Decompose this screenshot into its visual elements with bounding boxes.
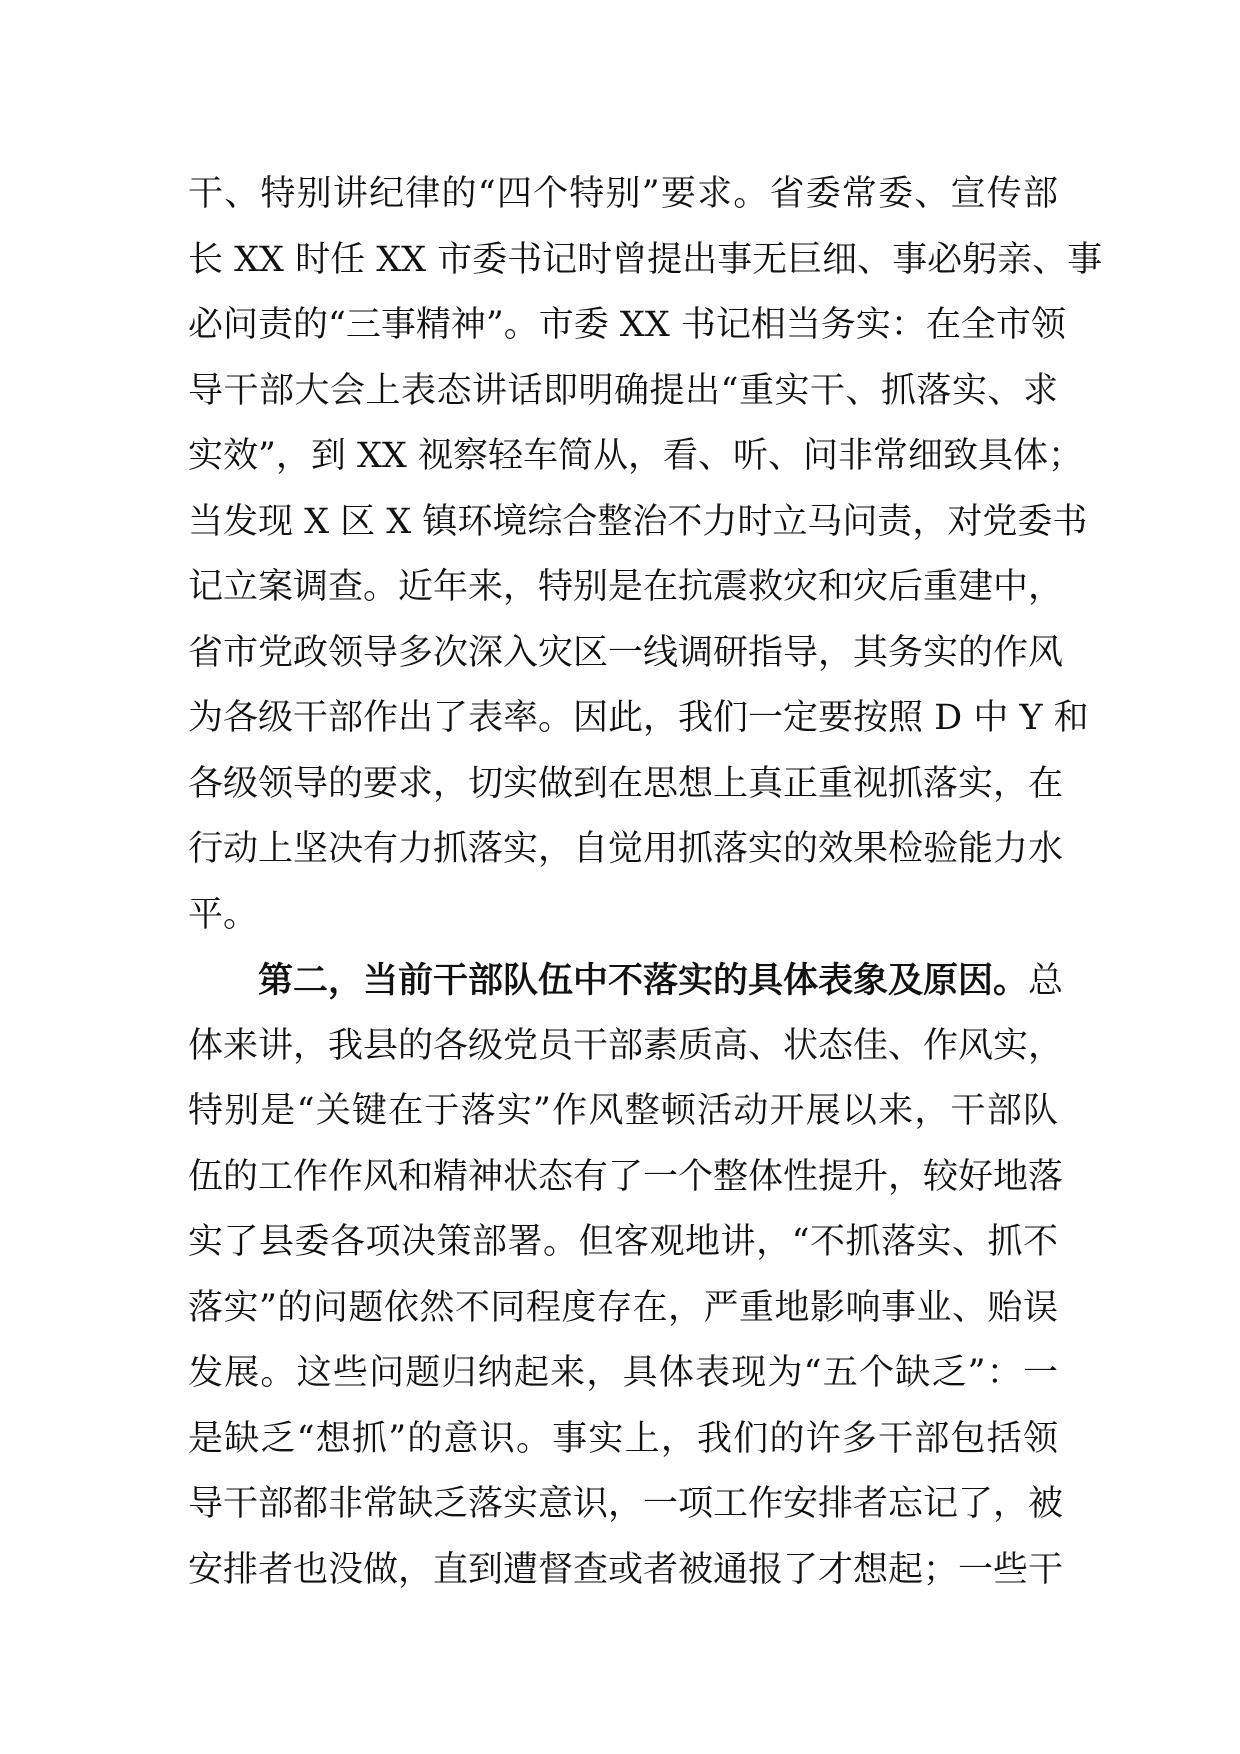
section-heading-line [188, 948, 1064, 1014]
text-line: 行动上坚决有力抓落实，自觉用抓落实的效果检验能力水 [188, 829, 1064, 869]
text-line: 安排者也没做，直到遭督查或者被通报了才想起；一些干 [188, 1549, 1064, 1590]
heading-line-tail: 总 [1028, 961, 1064, 1001]
text-line: 平。 [188, 894, 259, 935]
text-line: 导干部都非常缺乏落实意识，一项工作安排者忘记了，被 [188, 1484, 1064, 1524]
document-page [188, 162, 1103, 1603]
text-line: 落实”的问题依然不同程度存在，严重地影响事业、贻误 [188, 1287, 1058, 1328]
text-line: 体来讲，我县的各级党员干部素质高、状态佳、作风实， [188, 1025, 1064, 1066]
text-line: 伍的工作作风和精神状态有了一个整体性提升，较好地落 [188, 1156, 1064, 1197]
paragraph-2 [188, 948, 1064, 1603]
text-line: 省市党政领导多次深入灾区一线调研指导，其务实的作风 [188, 632, 1064, 673]
text-line: 实效”，到 XX 视察轻车简从，看、听、问非常细致具体； [188, 436, 1083, 476]
text-line: 必问责的“三事精神”。市委 XX 书记相当务实：在全市领 [188, 305, 1066, 345]
text-line: 长 XX 时任 XX 市委书记时曾提出事无巨细、事必躬亲、事 [188, 239, 1103, 280]
text-line: 为各级干部作出了表率。因此，我们一定要按照 D 中 Y 和 [188, 698, 1089, 738]
text-line: 是缺乏“想抓”的意识。事实上，我们的许多干部包括领 [188, 1418, 1058, 1459]
text-line: 特别是“关键在于落实”作风整顿活动开展以来，干部队 [188, 1091, 1058, 1131]
paragraph-1 [188, 162, 1103, 948]
text-line: 当发现 X 区 X 镇环境综合整治不力时立马问责，对党委书 [188, 501, 1088, 542]
text-line: 发展。这些问题归纳起来，具体表现为“五个缺乏”：一 [188, 1353, 1058, 1393]
text-line: 实了县委各项决策部署。但客观地讲，“不抓落实、抓不 [188, 1222, 1058, 1262]
section-heading: 第二，当前干部队伍中不落实的具体表象及原因。 [258, 960, 1029, 1001]
text-line: 干、特别讲纪律的“四个特别”要求。省委常委、宣传部 [188, 174, 1058, 214]
text-line: 导干部大会上表态讲话即明确提出“重实干、抓落实、求 [188, 370, 1058, 411]
text-line: 各级领导的要求，切实做到在思想上真正重视抓落实，在 [188, 763, 1064, 804]
text-line: 记立案调查。近年来，特别是在抗震救灾和灾后重建中， [188, 567, 1064, 607]
